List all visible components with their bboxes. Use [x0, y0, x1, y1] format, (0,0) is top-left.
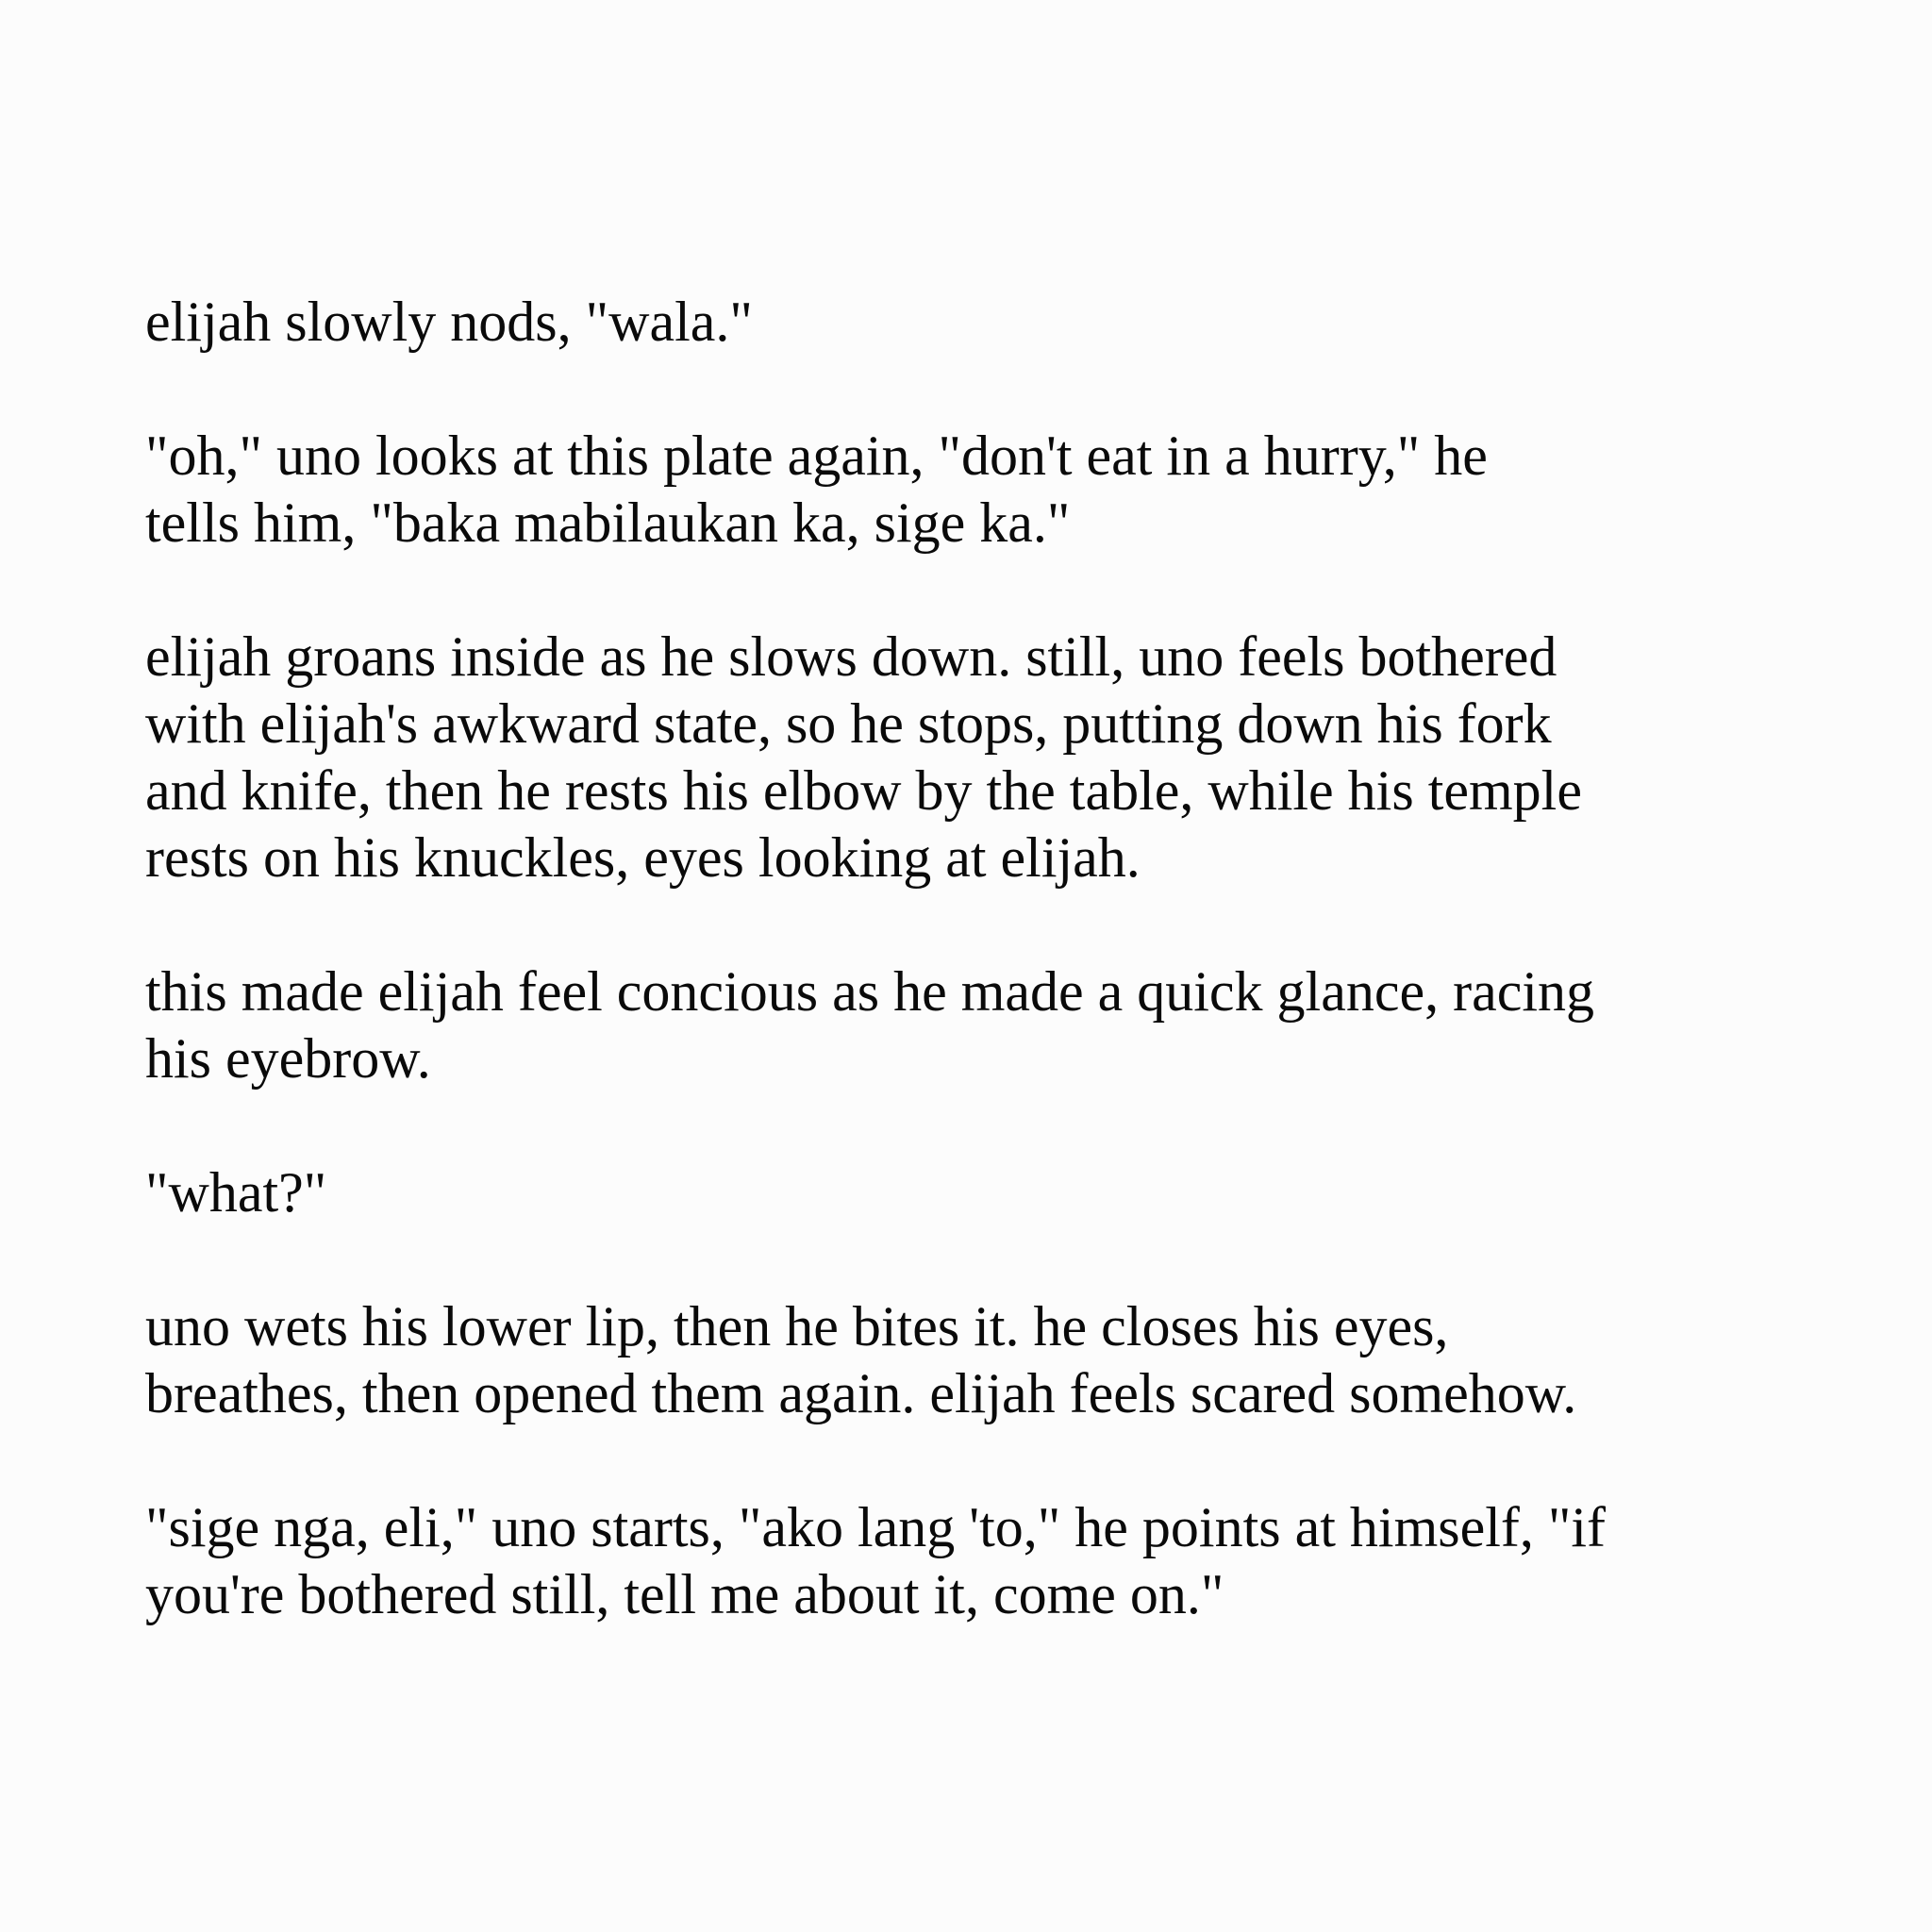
paragraph-6: [145, 1293, 1576, 1427]
text-line: tells him, "baka mabilaukan ka, sige ka.": [145, 491, 1071, 554]
paragraph-3: [145, 624, 1582, 891]
text-line: elijah slowly nods, "wala.": [145, 291, 753, 353]
text-line: "what?": [145, 1161, 327, 1224]
text-line: uno wets his lower lip, then he bites it. he closes his eyes,: [145, 1295, 1449, 1357]
text-line: you're bothered still, tell me about it, come on.": [145, 1563, 1224, 1625]
text-line: "sige nga, eli," uno starts, "ako lang 'to," he points at himself, "if: [145, 1496, 1607, 1558]
text-line: this made elijah feel concious as he made a quick glance, racing: [145, 960, 1595, 1023]
text-line: "oh," uno looks at this plate again, "don't eat in a hurry," he: [145, 425, 1488, 487]
text-line: elijah groans inside as he slows down. still, uno feels bothered: [145, 625, 1557, 688]
paragraph-1: [145, 289, 753, 356]
story-page: [145, 0, 1806, 1932]
text-line: breathes, then opened them again. elijah feels scared somehow.: [145, 1362, 1577, 1424]
text-line: with elijah's awkward state, so he stops, putting down his fork: [145, 692, 1552, 755]
text-line: his eyebrow.: [145, 1027, 431, 1090]
paragraph-7: [145, 1494, 1606, 1628]
paragraph-4: [145, 958, 1594, 1092]
text-line: rests on his knuckles, eyes looking at elijah.: [145, 826, 1141, 889]
paragraph-5: [145, 1159, 326, 1226]
text-line: and knife, then he rests his elbow by the table, while his temple: [145, 759, 1582, 822]
paragraph-2: [145, 423, 1488, 557]
